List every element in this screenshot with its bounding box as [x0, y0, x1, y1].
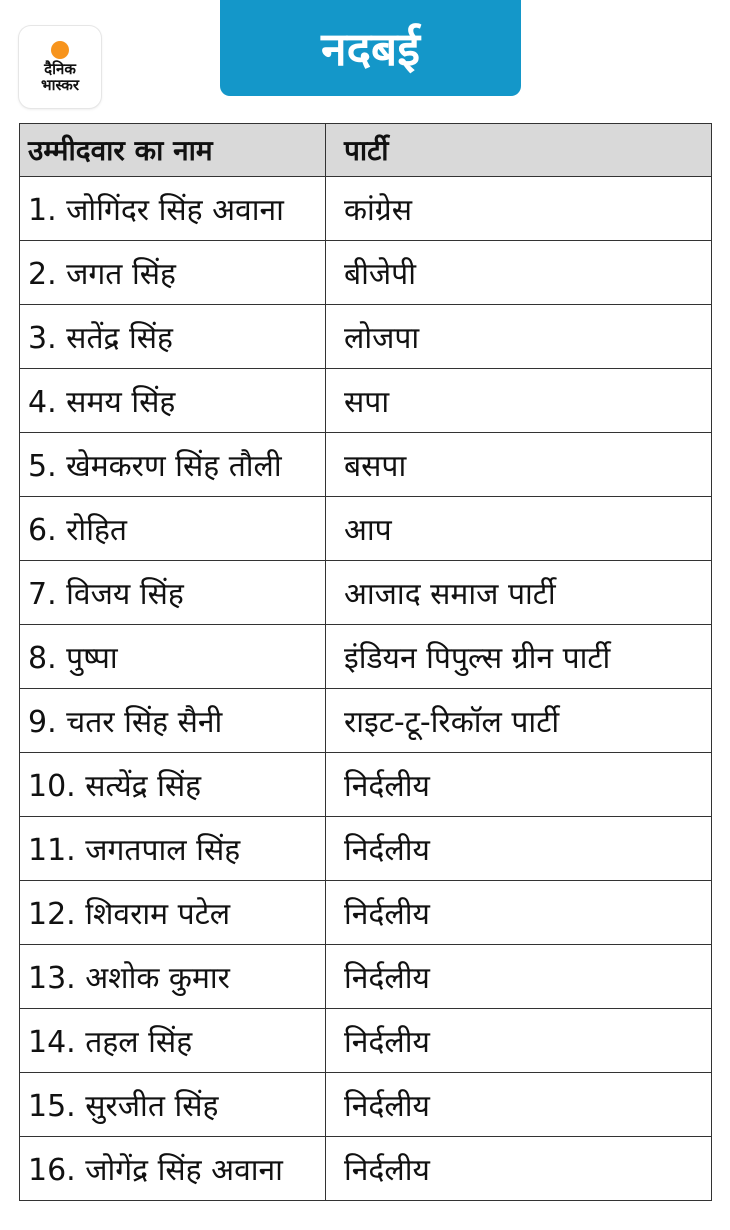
candidate-name-cell: 13. अशोक कुमार	[20, 945, 326, 1009]
table-row	[20, 689, 712, 753]
table-row	[20, 753, 712, 817]
candidate-name-cell: 9. चतर सिंह सैनी	[20, 689, 326, 753]
party-cell: निर्दलीय	[326, 945, 712, 1009]
header-party: पार्टी	[326, 124, 712, 177]
candidate-name-cell: 7. विजय सिंह	[20, 561, 326, 625]
candidate-name-cell: 5. खेमकरण सिंह तौली	[20, 433, 326, 497]
candidate-name-cell: 6. रोहित	[20, 497, 326, 561]
table-row	[20, 177, 712, 241]
table-row	[20, 881, 712, 945]
candidate-name-cell: 16. जोगेंद्र सिंह अवाना	[20, 1137, 326, 1201]
table-header-row	[20, 124, 712, 177]
candidate-name-cell: 15. सुरजीत सिंह	[20, 1073, 326, 1137]
candidate-name-cell: 8. पुष्पा	[20, 625, 326, 689]
candidate-name-cell: 2. जगत सिंह	[20, 241, 326, 305]
table-row	[20, 561, 712, 625]
candidate-name-cell: 12. शिवराम पटेल	[20, 881, 326, 945]
table-row	[20, 1137, 712, 1201]
candidate-name-cell: 14. तहल सिंह	[20, 1009, 326, 1073]
page-title: नदबई	[220, 0, 521, 96]
party-cell: सपा	[326, 369, 712, 433]
party-cell: बीजेपी	[326, 241, 712, 305]
logo-text-line2: भास्कर	[41, 76, 79, 94]
party-cell: निर्दलीय	[326, 1009, 712, 1073]
candidate-name-cell: 1. जोगिंदर सिंह अवाना	[20, 177, 326, 241]
table-row	[20, 241, 712, 305]
party-cell: लोजपा	[326, 305, 712, 369]
dainik-bhaskar-logo	[19, 26, 101, 108]
table-row	[20, 945, 712, 1009]
party-cell: कांग्रेस	[326, 177, 712, 241]
logo-text-line1: दैनिक	[44, 60, 76, 78]
header-candidate-name: उम्मीदवार का नाम	[20, 124, 326, 177]
party-cell: निर्दलीय	[326, 881, 712, 945]
table-row	[20, 497, 712, 561]
sun-icon	[51, 41, 69, 59]
table-row	[20, 305, 712, 369]
table-row	[20, 369, 712, 433]
party-cell: इंडियन पिपुल्स ग्रीन पार्टी	[326, 625, 712, 689]
table-row	[20, 433, 712, 497]
party-cell: आप	[326, 497, 712, 561]
table-row	[20, 625, 712, 689]
table-row	[20, 1073, 712, 1137]
party-cell: निर्दलीय	[326, 1137, 712, 1201]
candidate-name-cell: 11. जगतपाल सिंह	[20, 817, 326, 881]
table-row	[20, 817, 712, 881]
party-cell: निर्दलीय	[326, 1073, 712, 1137]
candidate-name-cell: 10. सत्येंद्र सिंह	[20, 753, 326, 817]
candidate-name-cell: 4. समय सिंह	[20, 369, 326, 433]
candidate-name-cell: 3. सतेंद्र सिंह	[20, 305, 326, 369]
table-row	[20, 1009, 712, 1073]
party-cell: निर्दलीय	[326, 753, 712, 817]
candidate-table	[19, 123, 712, 1201]
party-cell: आजाद समाज पार्टी	[326, 561, 712, 625]
party-cell: राइट-टू-रिकॉल पार्टी	[326, 689, 712, 753]
party-cell: बसपा	[326, 433, 712, 497]
party-cell: निर्दलीय	[326, 817, 712, 881]
